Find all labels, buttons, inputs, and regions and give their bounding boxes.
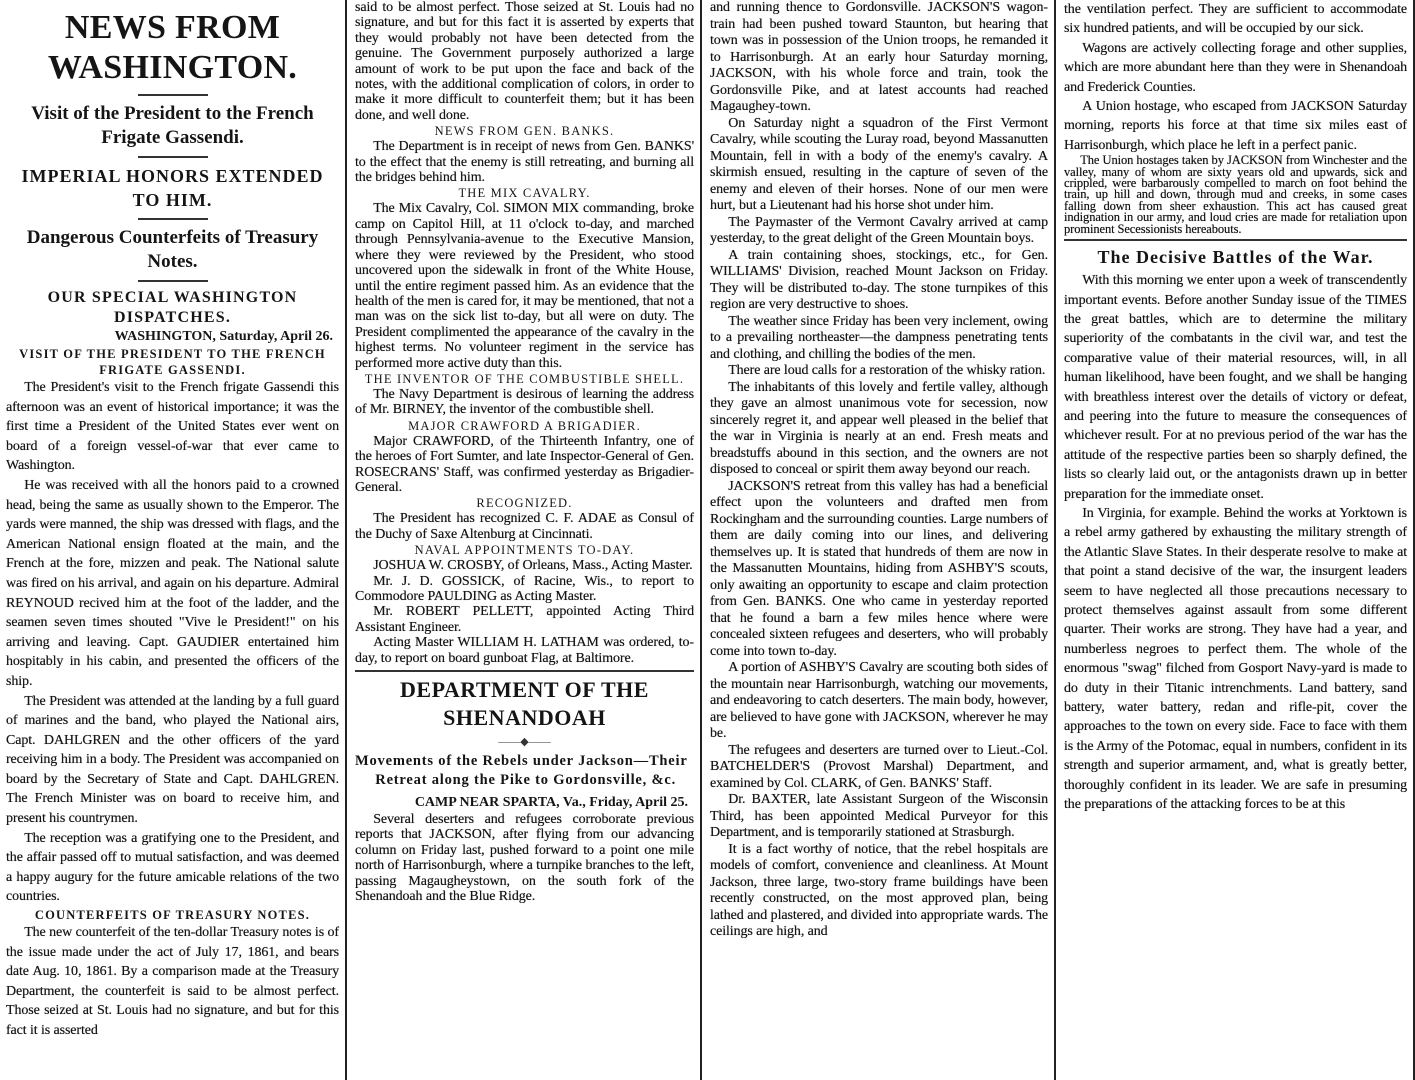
article-paragraph: JACKSON'S retreat from this valley has had a beneficial effect upon the volunteers and drafted men from Rockingham and the surrounding counties. Large numbers of them are daily coming into our lines, and delivering themselves up. It is stated that hundreds of them are now in the Massanutten Mountains, hiding from ASHBY'S scouts, only awaiting an opportunity to escape and claim protection from Gen. BANKS. One who came in yesterday reported that he found a barn a few miles hence where were concealed sixteen refugees and deserters, who will probably come into town to-day. bbox=[710, 478, 1048, 659]
article-paragraph: The Paymaster of the Vermont Cavalry arrived at camp yesterday, to the great delight of the Green Mountain boys. bbox=[710, 214, 1048, 246]
article-paragraph: The Navy Department is desirous of learning the address of Mr. BIRNEY, the inventor of the combustible shell. bbox=[355, 386, 694, 418]
article-paragraph: A portion of ASHBY'S Cavalry are scouting both sides of the mountain near Harrisonburgh, watching our movements, and endeavoring to catch deserters. The main body, however, are believed to have gone with JACKSON, wherever he may be. bbox=[710, 660, 1048, 741]
article-paragraph: Several deserters and refugees corroborate previous reports that JACKSON, after flying from our advancing column on Friday last, pushed forward to a point one mile north of Harrisonburgh, where a turnpike branches to the left, passing Magaugheystown, on the south fork of the Shenandoah and the Blue Ridge. bbox=[355, 812, 694, 905]
section-heading: COUNTERFEITS OF TREASURY NOTES. bbox=[34, 908, 311, 923]
article-paragraph: A Union hostage, who escaped from JACKSON Saturday morning, reports his force at that time six miles east of Harrisonburgh, which place he left in a perfect panic. bbox=[1064, 99, 1407, 153]
subheadline: Movements of the Rebels under Jackson—Their Retreat along the Pike to Gordonsville, &c. bbox=[355, 753, 688, 789]
article-paragraph: On Saturday night a squadron of the First Vermont Cavalry, while scouting the Luray road, beyond Massanutten Mountain, fell in with a body of the enemy's cavalry. A skirmish ensued, resulting in the capture of seven of the enemy and eleven of their horses. None of our men were hurt, but a Lieutenant had his horse shot under him. bbox=[710, 115, 1048, 213]
article-paragraph: The reception was a gratifying one to the President, and the affair passed off to mutual satisfaction, and was deemed a happy augury for the future amicable relations of the two countries. bbox=[6, 830, 339, 905]
divider-rule bbox=[138, 218, 208, 220]
article-paragraph: Acting Master WILLIAM H. LATHAM was ordered, to-day, to report on board gunboat Flag, at Baltimore. bbox=[355, 635, 694, 666]
article-paragraph: He was received with all the honors paid to a crowned head, being the same as usually shown to the Emperor. The yards were manned, the ship was dressed with flags, and the American National ensign floated at the main, and the French at the fore, mizzen and peak. The National salute was fired on his arrival, and again on his departure. Admiral REYNOUD recived him at the foot of the ladder, and the seamen seven times shouted "Vive le President!" on his arriving and leaving. Capt. GAUDIER entertained him hospitably in his cabin, and presented the officers of the ship. bbox=[6, 477, 339, 689]
article-paragraph: A train containing shoes, stockings, etc., for Gen. WILLIAMS' Division, reached Mount Jackson on Friday. They will be distributed to-day. The stone turnpikes of this region are very destructive to shoes. bbox=[710, 247, 1048, 312]
article-paragraph: It is a fact worthy of notice, that the rebel hospitals are models of comfort, convenience and cleanliness. At Mount Jackson, three large, two-story frame buildings have been recently constructed, on the most approved plan, being lathed and plastered, and divided into appropriate wards. The ceilings are high, and bbox=[710, 841, 1048, 939]
divider-rule bbox=[355, 670, 694, 672]
article-paragraph: and running thence to Gordonsville. JACKSON'S wagon-train had been pushed toward Staunton, but hearing that town was in possession of the Union troops, he remanded it to Harrisonburgh. At an early hour Saturday morning, JACKSON, with his whole force and train, took the Gordonsville Pike, and at latest accounts had reached Magaughey-town. bbox=[710, 0, 1048, 114]
article-paragraph: Mr. ROBERT PELLETT, appointed Acting Third Assistant Engineer. bbox=[355, 604, 694, 635]
dateline: CAMP NEAR SPARTA, Va., Friday, April 25. bbox=[414, 795, 688, 811]
section-heading: THE INVENTOR OF THE COMBUSTIBLE SHELL. bbox=[364, 371, 685, 386]
dateline: WASHINGTON, Saturday, April 26. bbox=[114, 329, 333, 344]
article-paragraph: The weather since Friday has been very inclement, owing to a prevailing northeaster—the dampness penetrating tents and clothing, and chilling the bodies of the men. bbox=[710, 313, 1048, 362]
subheadline: Visit of the President to the French Frigate Gassendi. bbox=[31, 103, 314, 148]
section-heading: RECOGNIZED. bbox=[476, 496, 573, 511]
article-paragraph: Dr. BAXTER, late Assistant Surgeon of the Wisconsin Third, has been appointed Medical Purveyor for this Department, and is temporarily stationed at Strasburgh. bbox=[710, 792, 1048, 840]
article-paragraph: In Virginia, for example. Behind the works at Yorktown is a rebel army gathered by exhausting the military strength of the Atlantic Slave States. In their desperate resolve to make at that point a stand decisive of the war, the insurgent leaders seem to have neglected all those precautions necessary to protect themselves against assault from some different quarter. Their works are strong. They have had a year, and numberless negroes to perfect them. The whole of the enormous "swag" filched from Gosport Navy-yard is made to do duty in their Titanic intrenchments. Land battery, sand battery, water battery, redan and rifle-pit, cover the approaches to the town on every side. Face to face with them is the Army of the Potomac, equal in numbers, confident in its strength and superior armament, and, what is greatly better, thoroughly confident in its leader. We are safe in presuming the preparations of the attacking forces to be at this bbox=[1064, 505, 1407, 813]
article-paragraph: JOSHUA W. CROSBY, of Orleans, Mass., Acting Master. bbox=[373, 558, 693, 574]
dispatch-heading: OUR SPECIAL WASHINGTON DISPATCHES. bbox=[47, 289, 298, 326]
article-paragraph: Wagons are actively collecting forage and other supplies, which are more abundant here than they were in Shenandoah and Frederick Counties. bbox=[1064, 40, 1407, 95]
section-heading: THE MIX CAVALRY. bbox=[458, 186, 591, 201]
subheadline: Dangerous Counterfeits of Treasury Notes. bbox=[26, 227, 319, 272]
section-heading: MAJOR CRAWFORD A BRIGADIER. bbox=[408, 418, 641, 433]
article-paragraph: The refugees and deserters are turned over to Lieut.-Col. BATCHELDER'S (Provost Marshal) Department, and examined by Col. CLARK, of Gen. BANKS' Staff. bbox=[710, 742, 1048, 791]
section-heading: NAVAL APPOINTMENTS TO-DAY. bbox=[414, 543, 635, 558]
divider-rule bbox=[1064, 239, 1407, 241]
article-paragraph: The new counterfeit of the ten-dollar Treasury notes is of the issue made under the act of July 17, 1861, and bears date Aug. 10, 1861. By a comparison made at the Treasury Department, the counterfeit is said to be almost perfect. Those seized at St. Louis had no signature, and but for this fact it is asserted bbox=[6, 925, 339, 1038]
article-paragraph: The Mix Cavalry, Col. SIMON MIX commanding, broke camp on Capitol Hill, at 11 o'clock to-day, and marched through Pennsylvania-avenue to the Executive Mansion, where they were reviewed by the President, who stood uncovered upon the sidewalk in front of the White House, until the entire regiment passed him. As an evidence that the health of the men is cared for, it may be mentioned, that not a man was on the sick list to-day, but all were on duty. The President complimented the appearance of the cavalry in the highest terms. No volunteer regiment in the service has performed more active duty than this. bbox=[355, 201, 694, 371]
subheadline: IMPERIAL HONORS EXTENDED TO HIM. bbox=[21, 166, 324, 210]
article-paragraph: Major CRAWFORD, of the Thirteenth Infantry, one of the heroes of Fort Sumter, and late Inspector-General of Gen. ROSECRANS' Staff, was confirmed yesterday as Brigadier-General. bbox=[355, 433, 694, 495]
ornament-divider: ——◆—— bbox=[498, 736, 551, 749]
article-paragraph: With this morning we enter upon a week of transcendently important events. Before another Sunday issue of the TIMES the great battles, which are to determine the military superiority of the combatants in the civil war, and test the comparative value of their material resources, will, in all human likelihood, have been fought, and we shall be hanging with breathless interest over the details of victory or defeat, and peering into the future to measure the consequences of whichever result. For at no previous period of the war has the attitude of the respective parties been so sharply defined, the lists so clearly laid out, or the antagonists drawn up in better preparation for the immediate onset. bbox=[1064, 273, 1407, 502]
article-paragraph: The President's visit to the French frigate Gassendi this afternoon was an event of historical importance; it was the first time a President of the United States ever went on board of a foreign vessel-of-war that ever came to Washington. bbox=[6, 380, 339, 474]
divider-rule bbox=[138, 94, 208, 96]
article-paragraph: There are loud calls for a restoration of the whisky ration. bbox=[728, 363, 1046, 378]
column-2 bbox=[349, 0, 702, 1080]
column-1 bbox=[0, 0, 347, 1080]
article-paragraph: The inhabitants of this lovely and fertile valley, although they gave an almost unanimous vote for secession, now sincerely regret it, and appear well pleased in the belief that the war in Virginia is nearly at an end. Fresh meats and breadstuffs abound in this section, and the owners are not disposed to conceal or spirit them away beyond our reach. bbox=[710, 379, 1048, 477]
headline: NEWS FROM WASHINGTON. bbox=[47, 9, 298, 86]
divider-rule bbox=[138, 280, 208, 282]
article-paragraph: The President has recognized C. F. ADAE as Consul of the Duchy of Saxe Altenburg at Cincinnati. bbox=[355, 511, 694, 542]
column-3 bbox=[704, 0, 1056, 1080]
article-paragraph: The President was attended at the landing by a full guard of marines and the band, who played the National airs, Capt. DAHLGREN and the other officers of the yard receiving him in a body. The President was accompanied on board by the Secretary of State and Capt. DAHLGREN. The French Minister was on board to receive him, and present his countrymen. bbox=[6, 693, 339, 827]
article-paragraph: Mr. J. D. GOSSICK, of Racine, Wis., to report to Commodore PAULDING as Acting Master. bbox=[355, 573, 694, 604]
article-paragraph: The Department is in receipt of news from Gen. BANKS' to the effect that the enemy is still retreating, and burning all the bridges behind him. bbox=[355, 139, 694, 186]
article-title: The Decisive Battles of the War. bbox=[1097, 247, 1374, 268]
column-4 bbox=[1058, 0, 1415, 1080]
section-heading: VISIT OF THE PRESIDENT TO THE FRENCH FRIGATE GASSENDI. bbox=[19, 347, 326, 377]
article-paragraph: said to be almost perfect. Those seized at St. Louis had no signature, and but for this fact it is asserted by experts that they would probably not have been detected from the genuine. The Government purposely authorized a large amount of work to be put upon the face and back of the notes, with the additional complication of colors, in order to make it more difficult to counterfeit them; but it has been done, and well done. bbox=[355, 0, 694, 123]
section-heading: NEWS FROM GEN. BANKS. bbox=[434, 124, 615, 139]
article-paragraph: The Union hostages taken by JACKSON from Winchester and the valley, many of whom are sixty years old and upwards, sick and crippled, were barbarously compelled to march on foot behind the train, up hill and down, through mud and creeks, in some cases falling down from sheer exhaustion. This act has caused great indignation in our army, and loud cries are made for retaliation upon prominent Secessionists hereabouts. bbox=[1064, 153, 1407, 236]
headline: DEPARTMENT OF THE SHENANDOAH bbox=[400, 677, 649, 731]
article-paragraph: the ventilation perfect. They are sufficient to accommodate six hundred patients, and will be occupied by our sick. bbox=[1064, 2, 1407, 37]
divider-rule bbox=[138, 156, 208, 158]
